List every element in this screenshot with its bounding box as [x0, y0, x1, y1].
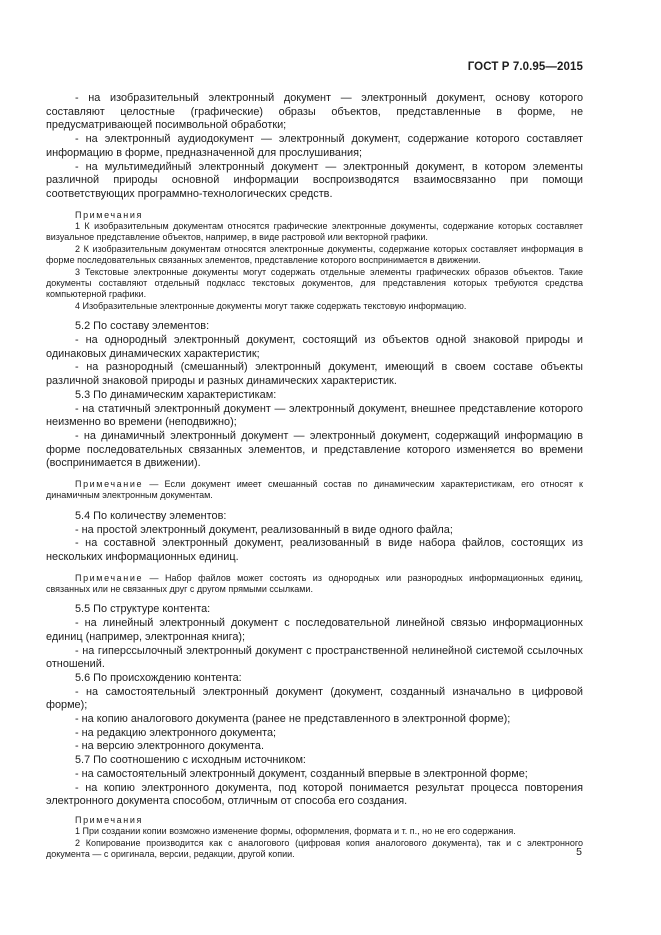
note-item: 4 Изобразительные электронные документы могут также содержать текстовую информацию. — [75, 300, 467, 311]
list-item: - на простой электронный документ, реализованный в виде одного файла; — [75, 523, 453, 536]
list-item: - на разнородный (смешанный) электронный документ, имеющий в своем составе объекты различной знаковой природы и разных динамических характеристик. — [46, 361, 583, 388]
section-title: 5.5 По структуре контента: — [75, 603, 211, 616]
section-title: 5.4 По количеству элементов: — [75, 509, 227, 522]
section-5-2 — [46, 320, 583, 471]
notes-block — [46, 210, 583, 313]
document-body — [46, 92, 583, 861]
list-item: - на однородный электронный документ, состоящий из объектов одной знаковой природы и одинаковых динамических характеристик; — [46, 333, 583, 360]
note-item: 1 К изобразительным документам относятся графические электронные документы, содержание которых составляет визуальное представление объектов, например, в виде растровой или векторной графики. — [46, 221, 583, 243]
note-item: 2 Копирование производится как с аналогового (цифровая копия аналогового документа), так и с электронного документа — с оригинала, версии, редакции, другой копии. — [46, 837, 583, 860]
note-paragraph — [46, 479, 583, 502]
list-item: - на статичный электронный документ — электронный документ, внешнее представление которого неизменно во времени (неподвижно); — [46, 402, 583, 429]
section-title: 5.2 По составу элементов: — [75, 320, 210, 333]
section-5-5 — [46, 603, 583, 809]
section-title: 5.7 По соотношению с исходным источником: — [75, 754, 306, 767]
section-title: 5.3 По динамическим характеристикам: — [75, 388, 277, 401]
list-item: - на изобразительный электронный документ — электронный документ, основу которого составляют целостные (графические) образы объектов, представленные в форме, не предусматривающей посимвольной обработки; — [46, 92, 583, 132]
list-item: - на составной электронный документ, реализованный в виде набора файлов, состоящих из нескольких информационных единиц. — [46, 537, 583, 563]
list-item: - на электронный аудиодокумент — электронный документ, содержание которого составляет информацию в форме, предназначенной для прослушивания; — [46, 133, 583, 159]
list-item: - на линейный электронный документ с последовательной линейной связью информационных единиц (например, электронная книга); — [46, 617, 583, 643]
standard-header: ГОСТ Р 7.0.95—2015 — [467, 61, 583, 73]
list-item: - на копию электронного документа, под которой понимается результат процесса повторения электронного документа способом, отличным от способа его создания. — [46, 781, 583, 808]
notes-block — [46, 815, 583, 861]
list-item: - на версию электронного документа. — [75, 740, 264, 753]
notes-title: Примечания — [75, 815, 143, 825]
section-title: 5.6 По происхождению контента: — [75, 671, 242, 684]
list-item: - на динамичный электронный документ — электронный документ, содержащий информацию в форме последовательных связанных элементов, и представление которого изменяется во времени (воспринимается в движении). — [46, 429, 583, 470]
note-label: Примечание — [75, 479, 144, 490]
note-text: — Если документ имеет смешанный состав по динамическим характеристикам, его относят к динамичным электронным документам. — [46, 479, 583, 501]
list-item: - на редакцию электронного документа; — [75, 726, 277, 739]
section-5-4 — [46, 510, 583, 565]
list-item: - на мультимедийный электронный документ — электронный документ, в котором элементы различной природы основной информации воспроизводятся взаимосвязанно при помощи соответствующих программно-технологических средств. — [46, 160, 583, 200]
note-item: 3 Текстовые электронные документы могут содержать отдельные элементы графических образов объектов. Такие документы составляют отдельный подкласс текстовых документов, для представления которых требуются средства компьютерной графики. — [46, 266, 583, 300]
note-text: — Набор файлов может состоять из однородных или разнородных информационных единиц, связанных или не связанных друг с другом прямыми ссылками. — [46, 572, 583, 595]
list-item: - на копию аналогового документа (ранее не представленного в электронной форме); — [75, 713, 511, 726]
list-item: - на гиперссылочный электронный документ с пространственной нелинейной системой ссылочных отношений. — [46, 644, 583, 671]
notes-title: Примечания — [75, 209, 143, 220]
note-label: Примечание — [75, 572, 144, 583]
note-item: 2 К изобразительным документам относятся электронные документы, содержание которых составляет информация в форме последовательных связанных элементов, представление которого воспринимается в движении. — [46, 243, 583, 266]
page-number: 5 — [576, 846, 582, 858]
list-item: - на самостоятельный электронный документ, созданный впервые в электронной форме; — [75, 767, 528, 780]
note-item: 1 При создании копии возможно изменение формы, оформления, формата и т. п., но не его содержания. — [75, 826, 516, 837]
note-paragraph — [46, 573, 583, 596]
list-item: - на самостоятельный электронный документ (документ, созданный изначально в цифровой форме); — [46, 685, 583, 712]
